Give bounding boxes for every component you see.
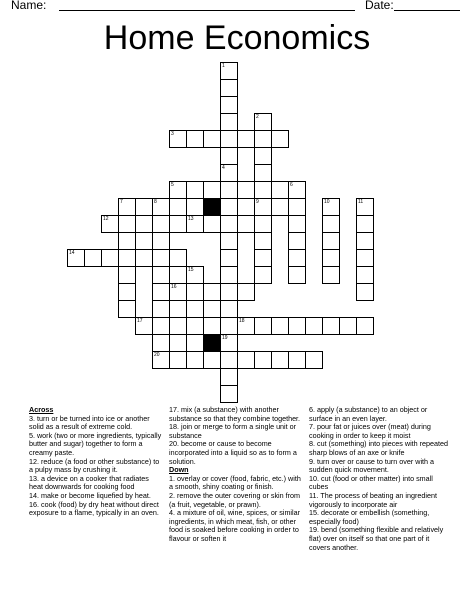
- grid-cell[interactable]: [254, 249, 272, 267]
- across-clue-20: 20. become or cause to become incorporated into a liquid so as to form a solution.: [169, 439, 297, 466]
- grid-cell[interactable]: [356, 215, 374, 233]
- clue-number: 20: [154, 352, 160, 358]
- across-heading: Across: [29, 405, 54, 414]
- down-clue-2: 2. remove the outer covering or skin from (a fruit, vegetable, or prawn).: [169, 490, 301, 509]
- black-cell: [203, 334, 221, 352]
- grid-cell[interactable]: [203, 283, 221, 301]
- down-clue-15: 15. decorate or embellish (something, especially food): [309, 508, 430, 526]
- clue-number: 6: [290, 182, 293, 188]
- down-clue-1: 1. overlay or cover (food, fabric, etc.) with a smooth, shiny coating or finish.: [169, 473, 301, 492]
- grid-cell[interactable]: [356, 266, 374, 284]
- grid-cell[interactable]: [288, 351, 306, 369]
- grid-cell[interactable]: [271, 130, 289, 148]
- grid-cell[interactable]: [220, 215, 238, 233]
- grid-cell[interactable]: [118, 266, 136, 284]
- clue-number: 13: [188, 216, 194, 222]
- grid-cell[interactable]: [288, 215, 306, 233]
- grid-cell[interactable]: [118, 283, 136, 301]
- grid-cell[interactable]: [118, 232, 136, 250]
- grid-cell[interactable]: [220, 113, 238, 131]
- grid-cell[interactable]: [152, 232, 170, 250]
- grid-cell[interactable]: [152, 266, 170, 284]
- across-clue-5: 5. work (two or more ingredients, typically butter and sugar) together to form a creamy paste.: [29, 430, 162, 457]
- grid-cell[interactable]: [186, 181, 204, 199]
- clue-number: 17: [137, 318, 143, 324]
- clue-number: 12: [103, 216, 109, 222]
- grid-cell[interactable]: [152, 317, 170, 335]
- grid-cell[interactable]: [152, 249, 170, 267]
- grid-cell[interactable]: [254, 266, 272, 284]
- black-cell: [203, 198, 221, 216]
- grid-cell[interactable]: [271, 198, 289, 216]
- grid-cell[interactable]: [254, 147, 272, 165]
- grid-cell[interactable]: [118, 215, 136, 233]
- grid-cell[interactable]: [135, 198, 153, 216]
- grid-cell[interactable]: [186, 351, 204, 369]
- clue-number: 5: [171, 182, 174, 188]
- date-label: Date:: [365, 0, 394, 12]
- grid-cell[interactable]: [220, 181, 238, 199]
- grid-cell[interactable]: [237, 130, 255, 148]
- grid-cell[interactable]: [237, 283, 255, 301]
- down-clue-10: 10. cut (food or other matter) into small cubes: [309, 473, 433, 492]
- grid-cell[interactable]: [339, 317, 357, 335]
- grid-cell[interactable]: [237, 198, 255, 216]
- grid-cell[interactable]: [220, 249, 238, 267]
- grid-cell[interactable]: [220, 385, 238, 403]
- name-label: Name:: [11, 0, 47, 12]
- grid-cell[interactable]: [237, 181, 255, 199]
- clue-number: 11: [358, 199, 364, 205]
- down-clue-19: 19. bend (something flexible and relatively flat) over on itself so that one part of it covers another.: [309, 525, 444, 552]
- grid-cell[interactable]: [237, 215, 255, 233]
- down-clue-11: 11. The process of beating an ingredient vigorously to incorporate air: [309, 490, 437, 509]
- grid-cell[interactable]: [84, 249, 102, 267]
- grid-cell[interactable]: [322, 215, 340, 233]
- grid-cell[interactable]: [237, 351, 255, 369]
- across-clue-18: 18. join or merge to form a single unit or substance: [169, 422, 297, 440]
- grid-cell[interactable]: [152, 215, 170, 233]
- clue-number: 16: [171, 284, 177, 290]
- across-clue-12: 12. reduce (a food or other substance) to a pulpy mass by crushing it.: [29, 456, 160, 475]
- grid-cell[interactable]: [322, 266, 340, 284]
- grid-cell[interactable]: [220, 283, 238, 301]
- grid-cell[interactable]: [203, 215, 221, 233]
- across-clue-3: 3. turn or be turned into ice or another solid as a result of extreme cold.: [29, 413, 150, 432]
- grid-cell[interactable]: [254, 164, 272, 182]
- grid-cell[interactable]: [203, 181, 221, 199]
- page-title: Home Economics: [103, 19, 371, 57]
- grid-cell[interactable]: [135, 249, 153, 267]
- clue-number: 4: [222, 165, 225, 171]
- grid-cell[interactable]: [254, 181, 272, 199]
- across-clue-17: 17. mix (a substance) with another substance so that they combine together.: [169, 405, 301, 423]
- grid-cell[interactable]: [169, 317, 187, 335]
- grid-cell[interactable]: [220, 232, 238, 250]
- down-clue-6: 6. apply (a substance) to an object or surface in an even layer.: [309, 405, 428, 423]
- grid-cell[interactable]: [220, 147, 238, 165]
- grid-cell[interactable]: [118, 249, 136, 267]
- clue-number: 15: [188, 267, 194, 273]
- grid-cell[interactable]: [288, 232, 306, 250]
- clue-number: 1: [222, 63, 225, 69]
- grid-cell[interactable]: [254, 317, 272, 335]
- clue-number: 3: [171, 131, 174, 137]
- grid-cell[interactable]: [271, 351, 289, 369]
- grid-cell[interactable]: [220, 198, 238, 216]
- grid-cell[interactable]: [356, 283, 374, 301]
- middle-clues: [169, 406, 305, 544]
- grid-cell[interactable]: [271, 317, 289, 335]
- grid-cell[interactable]: [169, 198, 187, 216]
- grid-cell[interactable]: [254, 215, 272, 233]
- clue-number: 18: [239, 318, 245, 324]
- down-clue-8: 8. cut (something) into pieces with repeated sharp blows of an axe or knife: [309, 439, 449, 457]
- grid-cell[interactable]: [322, 317, 340, 335]
- grid-cell[interactable]: [288, 198, 306, 216]
- grid-cell[interactable]: [356, 232, 374, 250]
- grid-cell[interactable]: [186, 334, 204, 352]
- grid-cell[interactable]: [288, 266, 306, 284]
- grid-cell[interactable]: [152, 300, 170, 318]
- grid-cell[interactable]: [220, 96, 238, 114]
- across-clue-14: 14. make or become liquefied by heat.: [29, 490, 151, 500]
- grid-cell[interactable]: [254, 232, 272, 250]
- down-clue-9: 9. turn over or cause to turn over with a sudden quick movement.: [309, 456, 435, 475]
- clue-number: 10: [324, 199, 330, 205]
- grid-cell[interactable]: [152, 334, 170, 352]
- across-clue-16: 16. cook (food) by dry heat without direct exposure to a flame, typically in an oven.: [29, 499, 159, 518]
- grid-cell[interactable]: [186, 317, 204, 335]
- grid-cell[interactable]: [220, 79, 238, 97]
- grid-cell[interactable]: [322, 232, 340, 250]
- grid-cell[interactable]: [203, 130, 221, 148]
- grid-cell[interactable]: [186, 283, 204, 301]
- across-clues: [29, 406, 163, 518]
- grid-cell[interactable]: [254, 130, 272, 148]
- across-clue-13: 13. a device on a cooker that radiates heat downwards for cooking food: [29, 473, 149, 492]
- clue-number: 7: [120, 199, 123, 205]
- clue-number: 19: [222, 335, 228, 341]
- clue-number: 9: [256, 199, 259, 205]
- grid-cell[interactable]: [186, 300, 204, 318]
- grid-cell[interactable]: [203, 351, 221, 369]
- grid-cell[interactable]: [203, 317, 221, 335]
- grid-cell[interactable]: [220, 266, 238, 284]
- grid-cell[interactable]: [305, 317, 323, 335]
- grid-cell[interactable]: [356, 249, 374, 267]
- grid-cell[interactable]: [288, 317, 306, 335]
- down-heading: Down: [169, 465, 189, 475]
- clue-number: 8: [154, 199, 157, 205]
- grid-cell[interactable]: [322, 249, 340, 267]
- clue-number: 14: [69, 250, 75, 256]
- clue-number: 2: [256, 114, 259, 120]
- grid-cell[interactable]: [220, 317, 238, 335]
- grid-cell[interactable]: [169, 215, 187, 233]
- grid-cell[interactable]: [288, 249, 306, 267]
- grid-cell[interactable]: [152, 283, 170, 301]
- grid-cell[interactable]: [101, 249, 119, 267]
- grid-cell[interactable]: [186, 130, 204, 148]
- down-clues: [309, 406, 449, 552]
- grid-cell[interactable]: [305, 351, 323, 369]
- grid-cell[interactable]: [169, 249, 187, 267]
- down-clue-7: 7. pour fat or juices over (meat) during cooking in order to keep it moist: [309, 422, 431, 440]
- grid-cell[interactable]: [220, 300, 238, 318]
- grid-cell[interactable]: [169, 351, 187, 369]
- grid-cell[interactable]: [220, 368, 238, 386]
- grid-cell[interactable]: [186, 198, 204, 216]
- down-clue-4: 4. a mixture of oil, wine, spices, or similar ingredients, in which meat, fish, or other food is soaked before cooking in order to flavour or soften it: [169, 508, 301, 543]
- grid-cell[interactable]: [220, 351, 238, 369]
- grid-cell[interactable]: [356, 317, 374, 335]
- grid-cell[interactable]: [220, 130, 238, 148]
- grid-cell[interactable]: [271, 181, 289, 199]
- grid-cell[interactable]: [135, 215, 153, 233]
- grid-cell[interactable]: [118, 300, 136, 318]
- grid-cell[interactable]: [254, 351, 272, 369]
